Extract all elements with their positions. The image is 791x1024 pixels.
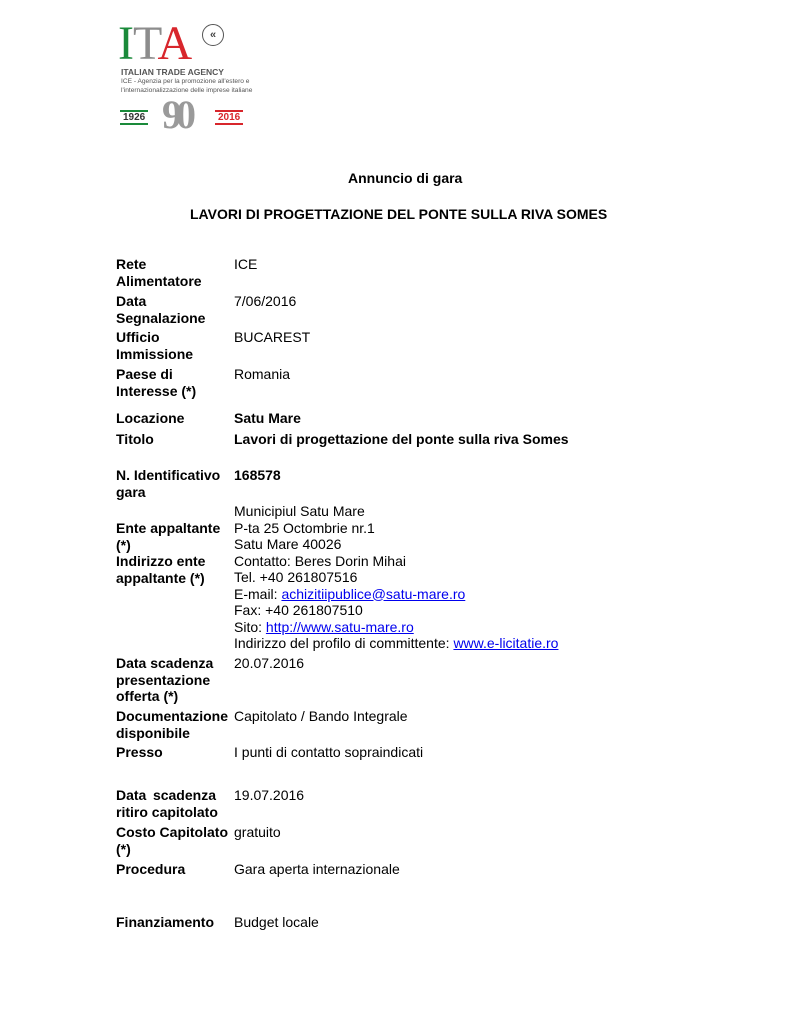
ente-site-row: Sito: http://www.satu-mare.ro xyxy=(234,618,414,635)
profile-link[interactable]: www.e-licitatie.ro xyxy=(453,635,559,651)
ente-line-2: P-ta 25 Octombrie nr.1 xyxy=(234,519,375,536)
value-procedura: Gara aperta internazionale xyxy=(234,861,400,877)
logo-agency-name: ITALIAN TRADE AGENCY xyxy=(121,67,224,77)
value-documentazione: Capitolato / Bando Integrale xyxy=(234,708,408,724)
label-indirizzo-ente: Indirizzo ente appaltante (*) xyxy=(116,553,206,586)
site-link[interactable]: http://www.satu-mare.ro xyxy=(265,618,414,635)
year-start: 1926 xyxy=(120,110,148,125)
label-presso: Presso xyxy=(116,744,163,760)
ente-contact: Contatto: Beres Dorin Mihai xyxy=(234,552,406,569)
ice-emblem-icon: « xyxy=(202,24,224,46)
label-finanziamento: Finanziamento xyxy=(116,914,215,930)
value-scadenza-ritiro: 19.07.2016 xyxy=(234,787,305,803)
label-rete-alimentatore: Rete Alimentatore xyxy=(116,256,202,289)
value-identificativo-gara: 168578 xyxy=(234,467,281,483)
label-ente-appaltante: Ente appaltante (*) xyxy=(116,520,221,553)
ente-line-3: Satu Mare 40026 xyxy=(234,536,342,552)
year-end: 2016 xyxy=(215,110,243,125)
label-titolo: Titolo xyxy=(116,431,154,447)
label-data-segnalazione: Data Segnalazione xyxy=(116,293,206,326)
ente-phone: Tel. +40 261807516 xyxy=(234,569,358,585)
page-subtitle: LAVORI DI PROGETTAZIONE DEL PONTE SULLA RIVA SOMES xyxy=(190,206,608,222)
ente-profile-row: Indirizzo del profilo di committente: www.e-licitatie.ro xyxy=(234,635,559,651)
email-link[interactable]: achizitiipublice@satu-mare.ro xyxy=(281,585,466,602)
page-title: Annuncio di gara xyxy=(348,170,463,186)
label-costo-capitolato: Costo Capitolato (*) xyxy=(116,824,228,857)
ente-line-1: Municipiul Satu Mare xyxy=(234,503,365,519)
logo-description-line-1: ICE - Agenzia per la promozione all'estero e xyxy=(121,78,250,85)
value-rete-alimentatore: ICE xyxy=(234,256,258,272)
label-scadenza-offerta: Data scadenza presentazione offerta (*) xyxy=(116,655,214,704)
label-scadenza-ritiro: Data scadenza ritiro capitolato xyxy=(116,787,218,820)
ita-logo-letters: ITA xyxy=(118,17,192,70)
label-procedura: Procedura xyxy=(116,861,186,877)
logo-description-line-2: l'internazionalizzazione delle imprese italiane xyxy=(121,87,253,94)
anniversary-number: 90 xyxy=(162,92,190,137)
value-scadenza-offerta: 20.07.2016 xyxy=(234,655,305,671)
ita-logo xyxy=(118,17,258,137)
value-ufficio-immissione: BUCAREST xyxy=(234,329,311,345)
value-titolo: Lavori di progettazione del ponte sulla riva Somes xyxy=(234,431,569,447)
value-locazione: Satu Mare xyxy=(234,410,301,426)
label-identificativo-gara: N. Identificativo gara xyxy=(116,467,221,500)
value-finanziamento: Budget locale xyxy=(234,914,319,930)
ente-fax: Fax: +40 261807510 xyxy=(234,602,363,618)
label-documentazione: Documentazione disponibile xyxy=(116,708,229,741)
ente-email-row: E-mail: achizitiipublice@satu-mare.ro xyxy=(234,585,466,602)
label-locazione: Locazione xyxy=(116,410,185,426)
value-costo-capitolato: gratuito xyxy=(234,824,281,840)
value-data-segnalazione: 7/06/2016 xyxy=(234,293,297,309)
anniversary-badge xyxy=(120,92,252,137)
label-ufficio-immissione: Ufficio Immissione xyxy=(116,329,194,362)
value-presso: I punti di contatto sopraindicati xyxy=(234,744,424,760)
value-paese-interesse: Romania xyxy=(234,366,291,382)
label-paese-interesse: Paese di Interesse (*) xyxy=(116,366,197,399)
